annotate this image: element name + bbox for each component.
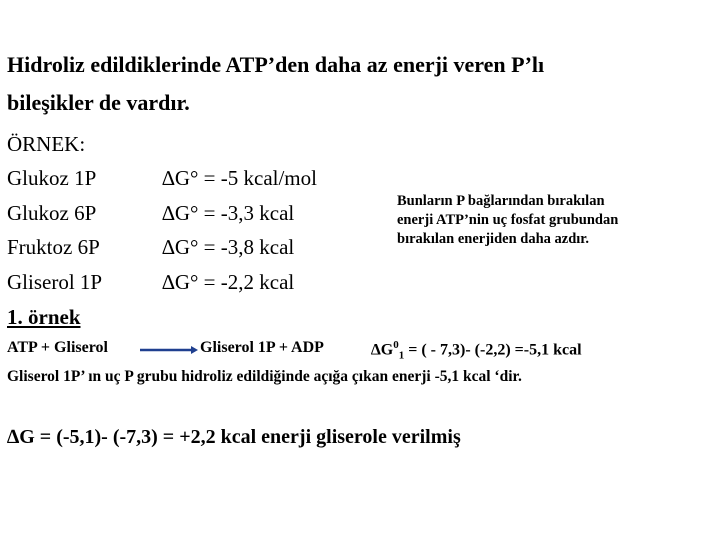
example-value-3: ∆G° = -3,8 kcal [162, 235, 295, 259]
delta-g-symbol: ∆G [371, 341, 394, 359]
title-line-2: bileşikler de vardır. [7, 90, 190, 115]
example-compound-4: Gliserol 1P [7, 270, 103, 294]
example-compound-1: Glukoz 1P [7, 166, 97, 190]
reaction-delta [371, 339, 582, 362]
example-value-1: ∆G° = -5 kcal/mol [162, 166, 317, 190]
example-heading: ÖRNEK: [7, 132, 86, 156]
reaction-calculation: = ( - 7,3)- (-2,2) =-5,1 kcal [408, 341, 582, 359]
delta-g-superscript: 0 [393, 339, 399, 351]
final-equation: ∆G = (-5,1)- (-7,3) = +2,2 kcal enerji gliserole verilmiş [7, 426, 461, 448]
example1-heading: 1. örnek [7, 305, 81, 329]
title-line-1: Hidroliz edildiklerinde ATP’den daha az enerji veren P’lı [7, 52, 545, 77]
note-line-3: bırakılan enerjiden daha azdır. [397, 231, 590, 247]
delta-g-subscript: 1 [398, 349, 405, 362]
note-line-2: enerji ATP’nin uç fosfat grubundan [397, 212, 619, 228]
reaction-right: Gliserol 1P + ADP [200, 339, 324, 356]
example-value-4: ∆G° = -2,2 kcal [162, 270, 295, 294]
example-compound-2: Glukoz 6P [7, 201, 97, 225]
reaction-left: ATP + Gliserol [7, 339, 108, 356]
explanation-line: Gliserol 1P’ ın uç P grubu hidroliz edildiğinde açığa çıkan enerji -5,1 kcal ‘dir. [7, 368, 522, 385]
note-line-1: Bunların P bağlarından bırakılan [397, 193, 605, 209]
example-value-2: ∆G° = -3,3 kcal [162, 201, 295, 225]
example-compound-3: Fruktoz 6P [7, 235, 100, 259]
reaction-arrow-icon [140, 346, 198, 354]
